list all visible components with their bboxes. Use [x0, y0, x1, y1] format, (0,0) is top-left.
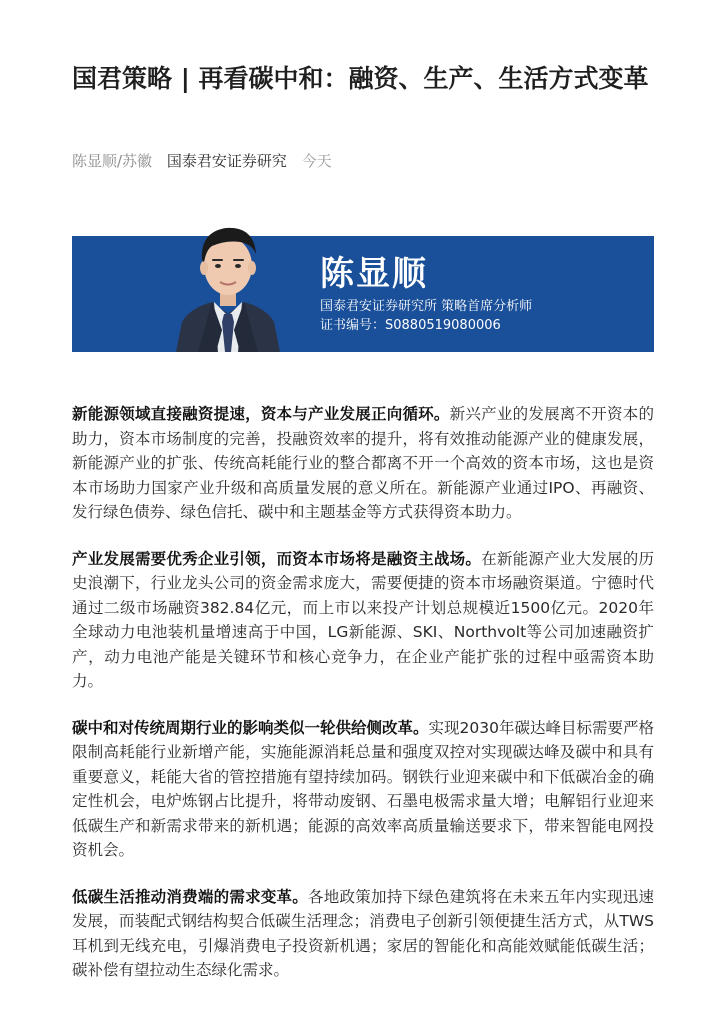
paragraph — [72, 402, 654, 525]
publish-time: 今天 — [301, 152, 332, 170]
portrait-image — [168, 210, 288, 352]
article-title: 国君策略 | 再看碳中和：融资、生产、生活方式变革 — [72, 64, 649, 93]
paragraph — [72, 716, 654, 863]
paragraph-lead: 碳中和对传统周期行业的影响类似一轮供给侧改革。 — [72, 718, 429, 737]
paragraph-lead: 低碳生活推动消费端的需求变革。 — [72, 887, 309, 906]
analyst-name: 陈显顺 — [320, 254, 428, 294]
paragraph — [72, 547, 654, 694]
account-name-link[interactable]: 国泰君安证券研究 — [166, 152, 287, 170]
paragraph — [72, 885, 654, 983]
paragraph-text: 实现2030年碳达峰目标需要严格限制高耗能行业新增产能，实施能源消耗总量和强度双控对实现碳达峰及碳中和具有重要意义，耗能大省的管控措施有望持续加码。钢铁行业迎来碳中和下低碳冶金的确定性机会，电炉炼钢占比提升，将带动废钢、石墨电极需求量大增；电解铝行业迎来低碳生产和新需求带来的新机遇；能源的高效率高质量输送要求下，带来智能电网投资机会。 — [72, 718, 654, 859]
analyst-banner — [72, 236, 654, 352]
analyst-certificate: 证书编号：S0880519080006 — [320, 318, 501, 333]
article-meta — [72, 150, 332, 172]
paragraph-lead: 新能源领域直接融资提速，资本与产业发展正向循环。 — [72, 405, 450, 423]
paragraph-text: 各地政策加持下绿色建筑将在未来五年内实现迅速发展，而装配式钢结构契合低碳生活理念；消费电子创新引领便捷生活方式，从TWS耳机到无线充电，引爆消费电子投资新机遇；家居的智能化和高能效赋能低碳生活；碳补偿有望拉动生态绿化需求。 — [72, 887, 654, 979]
paragraph-text: 新兴产业的发展离不开资本的助力，资本市场制度的完善，投融资效率的提升，将有效推动能源产业的健康发展，新能源产业的扩张、传统高耗能行业的整合都离不开一个高效的资本市场，这也是资本市场助力国家产业升级和高质量发展的意义所在。新能源产业通过IPO、再融资、发行绿色债券、绿色信托、碳中和主题基金等方式获得资本助力。 — [72, 405, 654, 521]
article-body — [72, 402, 654, 1005]
author-name: 陈显顺/苏徽 — [72, 152, 153, 170]
analyst-title: 国泰君安证券研究所 策略首席分析师 — [320, 299, 533, 314]
paragraph-lead: 产业发展需要优秀企业引领，而资本市场将是融资主战场。 — [72, 549, 482, 568]
analyst-portrait — [168, 210, 288, 352]
paragraph-text: 在新能源产业大发展的历史浪潮下，行业龙头公司的资金需求庞大，需要便捷的资本市场融资渠道。宁德时代通过二级市场融资382.84亿元，而上市以来投产计划总规模近1500亿元。2020年全球动力电池装机量增速高于中国，LG新能源、SKI、Northvolt等公司加速融资扩产，动力电池产能是关键环节和核心竞争力，在企业产能扩张的过程中亟需资本助力。 — [72, 549, 654, 690]
